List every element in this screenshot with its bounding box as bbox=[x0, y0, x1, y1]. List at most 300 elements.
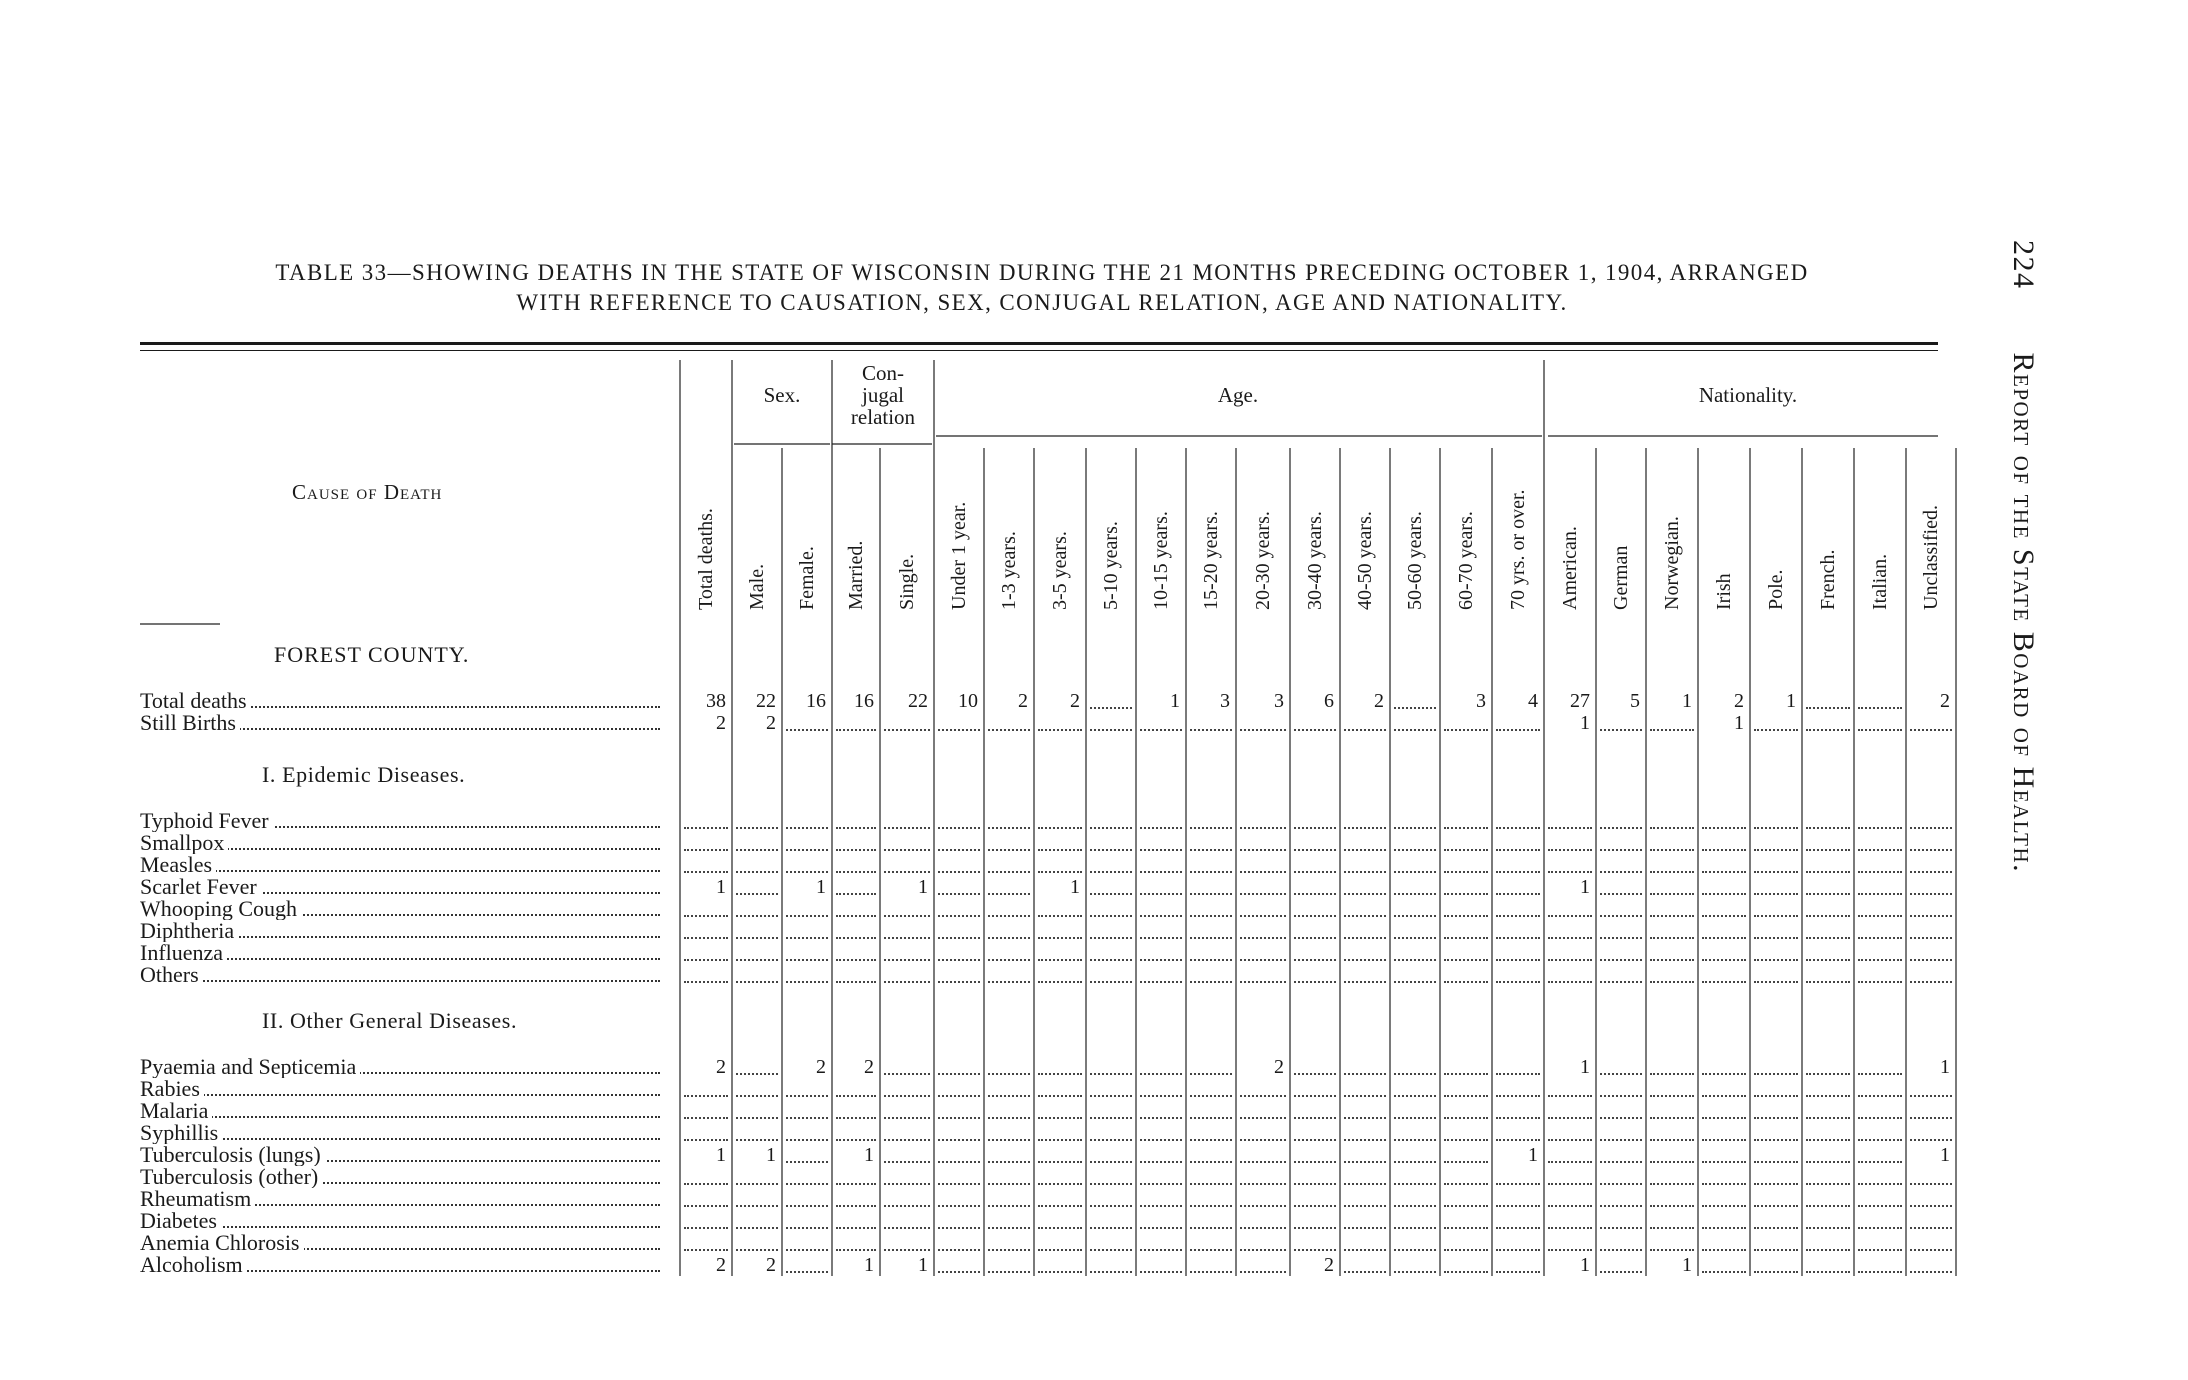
empty-cell-dots bbox=[1190, 827, 1232, 829]
empty-cell-dots bbox=[1548, 937, 1592, 939]
empty-cell-dots bbox=[938, 1249, 980, 1251]
empty-cell-dots bbox=[1090, 937, 1132, 939]
empty-cell-dots bbox=[1600, 1161, 1642, 1163]
empty-cell-dots bbox=[1702, 1183, 1746, 1185]
empty-cell-dots bbox=[786, 1117, 828, 1119]
empty-cell-dots bbox=[684, 1205, 728, 1207]
empty-cell-dots bbox=[1650, 893, 1694, 895]
empty-cell-dots bbox=[1496, 937, 1540, 939]
empty-cell-dots bbox=[1294, 981, 1336, 983]
empty-cell-dots bbox=[1038, 1227, 1082, 1229]
empty-cell-dots bbox=[1140, 937, 1182, 939]
empty-cell-dots bbox=[1240, 729, 1286, 731]
empty-cell-dots bbox=[1344, 937, 1386, 939]
empty-cell-dots bbox=[1600, 1183, 1642, 1185]
empty-cell-dots bbox=[988, 1205, 1030, 1207]
empty-cell-dots bbox=[1754, 1249, 1798, 1251]
empty-cell-dots bbox=[836, 1095, 876, 1097]
empty-cell-dots bbox=[884, 1161, 930, 1163]
table-cell: 2 bbox=[1070, 690, 1080, 712]
empty-cell-dots bbox=[1344, 1139, 1386, 1141]
empty-cell-dots bbox=[988, 937, 1030, 939]
empty-cell-dots bbox=[1294, 1183, 1336, 1185]
empty-cell-dots bbox=[786, 1183, 828, 1185]
empty-cell-dots bbox=[1344, 1205, 1386, 1207]
empty-cell-dots bbox=[1344, 1183, 1386, 1185]
table-cell: 6 bbox=[1324, 690, 1334, 712]
empty-cell-dots bbox=[1858, 937, 1902, 939]
empty-cell-dots bbox=[836, 1249, 876, 1251]
empty-cell-dots bbox=[1190, 893, 1232, 895]
cause-of-death-header: Cause of Death bbox=[292, 480, 443, 504]
empty-cell-dots bbox=[1600, 871, 1642, 873]
empty-cell-dots bbox=[1394, 1139, 1436, 1141]
table-title-line-1: TABLE 33—SHOWING DEATHS IN THE STATE OF WISCONSIN DURING THE 21 MONTHS PRECEDING OCTOBER 1, 1904, ARRANGED bbox=[275, 260, 1809, 285]
table-cell: 2 bbox=[1324, 1254, 1334, 1276]
empty-cell-dots bbox=[1190, 1183, 1232, 1185]
empty-cell-dots bbox=[736, 827, 778, 829]
empty-cell-dots bbox=[1806, 1183, 1850, 1185]
empty-cell-dots bbox=[1806, 827, 1850, 829]
column-header-7: 3-5 years. bbox=[1049, 531, 1071, 610]
empty-cell-dots bbox=[1294, 849, 1336, 851]
table-cell: 2 bbox=[1734, 690, 1744, 712]
empty-cell-dots bbox=[684, 959, 728, 961]
empty-cell-dots bbox=[1140, 1271, 1182, 1273]
empty-cell-dots bbox=[786, 1249, 828, 1251]
row-label-text: Still Births bbox=[140, 712, 240, 734]
empty-cell-dots bbox=[1140, 1073, 1182, 1075]
empty-cell-dots bbox=[938, 871, 980, 873]
empty-cell-dots bbox=[1702, 959, 1746, 961]
column-header-19: Norwegian. bbox=[1661, 516, 1683, 610]
empty-cell-dots bbox=[1806, 729, 1850, 731]
empty-cell-dots bbox=[1496, 849, 1540, 851]
empty-cell-dots bbox=[1294, 871, 1336, 873]
empty-cell-dots bbox=[1496, 729, 1540, 731]
empty-cell-dots bbox=[836, 827, 876, 829]
empty-cell-dots bbox=[1754, 1227, 1798, 1229]
empty-cell-dots bbox=[1496, 981, 1540, 983]
empty-cell-dots bbox=[1344, 729, 1386, 731]
empty-cell-dots bbox=[938, 1139, 980, 1141]
empty-cell-dots bbox=[1910, 981, 1952, 983]
empty-cell-dots bbox=[684, 1139, 728, 1141]
empty-cell-dots bbox=[1600, 1249, 1642, 1251]
empty-cell-dots bbox=[1140, 1139, 1182, 1141]
empty-cell-dots bbox=[1496, 1183, 1540, 1185]
empty-cell-dots bbox=[1090, 1205, 1132, 1207]
row-label-text: Smallpox bbox=[140, 832, 228, 854]
column-header-2: Female. bbox=[796, 546, 818, 610]
empty-cell-dots bbox=[1294, 1227, 1336, 1229]
empty-cell-dots bbox=[1600, 729, 1642, 731]
empty-cell-dots bbox=[1806, 937, 1850, 939]
empty-cell-dots bbox=[1754, 915, 1798, 917]
empty-cell-dots bbox=[1038, 937, 1082, 939]
empty-cell-dots bbox=[1344, 1227, 1386, 1229]
empty-cell-dots bbox=[1090, 1249, 1132, 1251]
empty-cell-dots bbox=[1294, 959, 1336, 961]
table-cell: 2 bbox=[716, 1056, 726, 1078]
empty-cell-dots bbox=[1394, 827, 1436, 829]
empty-cell-dots bbox=[1806, 871, 1850, 873]
empty-cell-dots bbox=[1754, 981, 1798, 983]
row-label bbox=[140, 1210, 660, 1232]
empty-cell-dots bbox=[736, 959, 778, 961]
empty-cell-dots bbox=[884, 1249, 930, 1251]
row-label bbox=[140, 964, 660, 986]
empty-cell-dots bbox=[1190, 1095, 1232, 1097]
empty-cell-dots bbox=[1548, 1139, 1592, 1141]
table-cell: 1 bbox=[1580, 876, 1590, 898]
nationality-group-header: Nationality. bbox=[1698, 383, 1798, 407]
empty-cell-dots bbox=[1394, 849, 1436, 851]
column-header-15: 60-70 years. bbox=[1455, 511, 1477, 610]
table-cell: 1 bbox=[864, 1144, 874, 1166]
empty-cell-dots bbox=[1344, 849, 1386, 851]
empty-cell-dots bbox=[786, 1139, 828, 1141]
empty-cell-dots bbox=[736, 893, 778, 895]
empty-cell-dots bbox=[1090, 871, 1132, 873]
empty-cell-dots bbox=[1394, 937, 1436, 939]
row-label-text: Whooping Cough bbox=[140, 898, 301, 920]
empty-cell-dots bbox=[1650, 1117, 1694, 1119]
column-header-16: 70 yrs. or over. bbox=[1507, 489, 1529, 610]
empty-cell-dots bbox=[1910, 1249, 1952, 1251]
empty-cell-dots bbox=[1190, 729, 1232, 731]
empty-cell-dots bbox=[988, 893, 1030, 895]
column-header-23: Italian. bbox=[1869, 553, 1891, 610]
empty-cell-dots bbox=[836, 1117, 876, 1119]
empty-cell-dots bbox=[736, 1073, 778, 1075]
empty-cell-dots bbox=[1140, 981, 1182, 983]
empty-cell-dots bbox=[1090, 1117, 1132, 1119]
conjugal-header-line-3: relation bbox=[850, 405, 916, 429]
empty-cell-dots bbox=[1240, 1161, 1286, 1163]
table-cell: 1 bbox=[1580, 712, 1590, 734]
empty-cell-dots bbox=[1140, 1183, 1182, 1185]
empty-cell-dots bbox=[1394, 707, 1436, 709]
leader-dots bbox=[140, 1094, 660, 1096]
empty-cell-dots bbox=[1444, 893, 1488, 895]
empty-cell-dots bbox=[1038, 1139, 1082, 1141]
empty-cell-dots bbox=[1650, 849, 1694, 851]
empty-cell-dots bbox=[1496, 1205, 1540, 1207]
empty-cell-dots bbox=[1496, 1227, 1540, 1229]
empty-cell-dots bbox=[938, 959, 980, 961]
empty-cell-dots bbox=[786, 959, 828, 961]
empty-cell-dots bbox=[1394, 893, 1436, 895]
empty-cell-dots bbox=[988, 1227, 1030, 1229]
empty-cell-dots bbox=[884, 729, 930, 731]
column-header-10: 15-20 years. bbox=[1200, 511, 1222, 610]
empty-cell-dots bbox=[1294, 915, 1336, 917]
age-group-header: Age. bbox=[1217, 383, 1259, 407]
empty-cell-dots bbox=[1754, 1183, 1798, 1185]
empty-cell-dots bbox=[884, 871, 930, 873]
table-cell: 1 bbox=[1580, 1056, 1590, 1078]
empty-cell-dots bbox=[884, 1205, 930, 1207]
table-cell: 1 bbox=[766, 1144, 776, 1166]
empty-cell-dots bbox=[1548, 1205, 1592, 1207]
empty-cell-dots bbox=[1240, 849, 1286, 851]
empty-cell-dots bbox=[1548, 1227, 1592, 1229]
empty-cell-dots bbox=[1190, 849, 1232, 851]
empty-cell-dots bbox=[1444, 1117, 1488, 1119]
row-label bbox=[140, 854, 660, 876]
row-label-text: Malaria bbox=[140, 1100, 212, 1122]
empty-cell-dots bbox=[1038, 1095, 1082, 1097]
empty-cell-dots bbox=[1190, 1161, 1232, 1163]
empty-cell-dots bbox=[786, 981, 828, 983]
empty-cell-dots bbox=[1910, 1139, 1952, 1141]
empty-cell-dots bbox=[1240, 1249, 1286, 1251]
page-number: 224 bbox=[2007, 240, 2040, 290]
empty-cell-dots bbox=[884, 1117, 930, 1119]
empty-cell-dots bbox=[938, 1073, 980, 1075]
empty-cell-dots bbox=[836, 915, 876, 917]
empty-cell-dots bbox=[1858, 729, 1902, 731]
empty-cell-dots bbox=[1038, 1117, 1082, 1119]
empty-cell-dots bbox=[1140, 729, 1182, 731]
empty-cell-dots bbox=[1702, 915, 1746, 917]
empty-cell-dots bbox=[988, 871, 1030, 873]
empty-cell-dots bbox=[1394, 1161, 1436, 1163]
empty-cell-dots bbox=[1600, 1139, 1642, 1141]
empty-cell-dots bbox=[1240, 1271, 1286, 1273]
empty-cell-dots bbox=[1090, 981, 1132, 983]
empty-cell-dots bbox=[988, 981, 1030, 983]
empty-cell-dots bbox=[1240, 981, 1286, 983]
table-cell: 1 bbox=[918, 876, 928, 898]
empty-cell-dots bbox=[1394, 1271, 1436, 1273]
empty-cell-dots bbox=[1090, 1073, 1132, 1075]
empty-cell-dots bbox=[736, 871, 778, 873]
empty-cell-dots bbox=[1600, 915, 1642, 917]
empty-cell-dots bbox=[1702, 1095, 1746, 1097]
empty-cell-dots bbox=[1496, 915, 1540, 917]
table-cell: 10 bbox=[958, 690, 978, 712]
empty-cell-dots bbox=[836, 871, 876, 873]
empty-cell-dots bbox=[736, 937, 778, 939]
empty-cell-dots bbox=[884, 937, 930, 939]
empty-cell-dots bbox=[736, 915, 778, 917]
empty-cell-dots bbox=[884, 827, 930, 829]
empty-cell-dots bbox=[1444, 1271, 1488, 1273]
table-cell: 2 bbox=[716, 712, 726, 734]
empty-cell-dots bbox=[1090, 893, 1132, 895]
empty-cell-dots bbox=[1038, 1205, 1082, 1207]
empty-cell-dots bbox=[1496, 959, 1540, 961]
empty-cell-dots bbox=[1910, 959, 1952, 961]
empty-cell-dots bbox=[1444, 981, 1488, 983]
empty-cell-dots bbox=[1650, 1139, 1694, 1141]
empty-cell-dots bbox=[1910, 1095, 1952, 1097]
table-cell: 1 bbox=[716, 1144, 726, 1166]
empty-cell-dots bbox=[1858, 707, 1902, 709]
empty-cell-dots bbox=[1444, 1095, 1488, 1097]
empty-cell-dots bbox=[1806, 1161, 1850, 1163]
empty-cell-dots bbox=[1444, 871, 1488, 873]
empty-cell-dots bbox=[684, 1249, 728, 1251]
empty-cell-dots bbox=[1496, 1139, 1540, 1141]
row-label-text: Tuberculosis (other) bbox=[140, 1166, 322, 1188]
column-header-4: Single. bbox=[896, 553, 918, 610]
empty-cell-dots bbox=[1344, 959, 1386, 961]
row-label bbox=[140, 1188, 660, 1210]
empty-cell-dots bbox=[1858, 827, 1902, 829]
empty-cell-dots bbox=[1038, 1271, 1082, 1273]
empty-cell-dots bbox=[1294, 1205, 1336, 1207]
empty-cell-dots bbox=[1910, 915, 1952, 917]
empty-cell-dots bbox=[1806, 1249, 1850, 1251]
empty-cell-dots bbox=[1600, 1271, 1642, 1273]
empty-cell-dots bbox=[1600, 1205, 1642, 1207]
empty-cell-dots bbox=[884, 981, 930, 983]
empty-cell-dots bbox=[1038, 959, 1082, 961]
table-cell: 1 bbox=[1940, 1056, 1950, 1078]
row-label-text: Others bbox=[140, 964, 203, 986]
empty-cell-dots bbox=[1858, 1095, 1902, 1097]
column-header-14: 50-60 years. bbox=[1404, 511, 1426, 610]
empty-cell-dots bbox=[1140, 1249, 1182, 1251]
empty-cell-dots bbox=[1394, 871, 1436, 873]
conjugal-header-line-1: Con- bbox=[862, 361, 904, 385]
empty-cell-dots bbox=[684, 1183, 728, 1185]
empty-cell-dots bbox=[736, 849, 778, 851]
empty-cell-dots bbox=[1858, 1249, 1902, 1251]
table-cell: 1 bbox=[1580, 1254, 1590, 1276]
empty-cell-dots bbox=[836, 937, 876, 939]
table-cell: 2 bbox=[1940, 690, 1950, 712]
empty-cell-dots bbox=[1702, 1205, 1746, 1207]
empty-cell-dots bbox=[1090, 1271, 1132, 1273]
empty-cell-dots bbox=[1806, 1095, 1850, 1097]
empty-cell-dots bbox=[1190, 1117, 1232, 1119]
row-label-text: Diabetes bbox=[140, 1210, 221, 1232]
table-cell: 1 bbox=[816, 876, 826, 898]
empty-cell-dots bbox=[1702, 871, 1746, 873]
empty-cell-dots bbox=[1496, 1117, 1540, 1119]
leader-dots bbox=[140, 1116, 660, 1118]
empty-cell-dots bbox=[684, 915, 728, 917]
empty-cell-dots bbox=[1140, 849, 1182, 851]
empty-cell-dots bbox=[1496, 1073, 1540, 1075]
empty-cell-dots bbox=[1858, 1139, 1902, 1141]
empty-cell-dots bbox=[1190, 981, 1232, 983]
empty-cell-dots bbox=[1496, 827, 1540, 829]
empty-cell-dots bbox=[1344, 1073, 1386, 1075]
section-epidemic-diseases: I. Epidemic Diseases. bbox=[262, 762, 466, 787]
empty-cell-dots bbox=[1754, 937, 1798, 939]
table-cell: 2 bbox=[1274, 1056, 1284, 1078]
empty-cell-dots bbox=[1190, 1271, 1232, 1273]
column-header-22: French. bbox=[1817, 549, 1839, 610]
empty-cell-dots bbox=[1140, 893, 1182, 895]
empty-cell-dots bbox=[1394, 1227, 1436, 1229]
row-label-text: Measles bbox=[140, 854, 216, 876]
empty-cell-dots bbox=[786, 1227, 828, 1229]
row-label-text: Rabies bbox=[140, 1078, 204, 1100]
column-header-17: American. bbox=[1559, 526, 1581, 610]
empty-cell-dots bbox=[1910, 1271, 1952, 1273]
empty-cell-dots bbox=[1240, 937, 1286, 939]
empty-cell-dots bbox=[1702, 1117, 1746, 1119]
row-label-text: Syphillis bbox=[140, 1122, 222, 1144]
empty-cell-dots bbox=[1294, 1117, 1336, 1119]
empty-cell-dots bbox=[1444, 1249, 1488, 1251]
empty-cell-dots bbox=[1140, 915, 1182, 917]
empty-cell-dots bbox=[836, 981, 876, 983]
column-header-21: Pole. bbox=[1765, 569, 1787, 610]
empty-cell-dots bbox=[1754, 1117, 1798, 1119]
empty-cell-dots bbox=[988, 1249, 1030, 1251]
empty-cell-dots bbox=[684, 1095, 728, 1097]
empty-cell-dots bbox=[1344, 1117, 1386, 1119]
empty-cell-dots bbox=[938, 1227, 980, 1229]
empty-cell-dots bbox=[938, 1095, 980, 1097]
empty-cell-dots bbox=[736, 1183, 778, 1185]
table-cell: 3 bbox=[1476, 690, 1486, 712]
empty-cell-dots bbox=[1038, 1161, 1082, 1163]
empty-cell-dots bbox=[1190, 915, 1232, 917]
table-cell: 1 bbox=[1528, 1144, 1538, 1166]
empty-cell-dots bbox=[684, 827, 728, 829]
empty-cell-dots bbox=[1496, 1249, 1540, 1251]
empty-cell-dots bbox=[1650, 1205, 1694, 1207]
empty-cell-dots bbox=[1240, 915, 1286, 917]
empty-cell-dots bbox=[884, 959, 930, 961]
empty-cell-dots bbox=[786, 1095, 828, 1097]
row-label bbox=[140, 1056, 660, 1078]
empty-cell-dots bbox=[1548, 827, 1592, 829]
empty-cell-dots bbox=[1650, 1161, 1694, 1163]
empty-cell-dots bbox=[1294, 1073, 1336, 1075]
empty-cell-dots bbox=[786, 937, 828, 939]
empty-cell-dots bbox=[684, 1117, 728, 1119]
empty-cell-dots bbox=[1344, 893, 1386, 895]
empty-cell-dots bbox=[884, 1227, 930, 1229]
empty-cell-dots bbox=[1858, 1271, 1902, 1273]
table-cell: 22 bbox=[908, 690, 928, 712]
empty-cell-dots bbox=[1496, 1095, 1540, 1097]
empty-cell-dots bbox=[988, 1161, 1030, 1163]
empty-cell-dots bbox=[1910, 1117, 1952, 1119]
empty-cell-dots bbox=[988, 1117, 1030, 1119]
row-label bbox=[140, 876, 660, 898]
empty-cell-dots bbox=[736, 981, 778, 983]
empty-cell-dots bbox=[988, 1095, 1030, 1097]
row-label-text: Anemia Chlorosis bbox=[140, 1232, 304, 1254]
empty-cell-dots bbox=[736, 1139, 778, 1141]
empty-cell-dots bbox=[988, 915, 1030, 917]
column-header-12: 30-40 years. bbox=[1304, 511, 1326, 610]
row-label-text: Rheumatism bbox=[140, 1188, 255, 1210]
empty-cell-dots bbox=[1702, 937, 1746, 939]
table-cell: 2 bbox=[766, 712, 776, 734]
empty-cell-dots bbox=[1444, 849, 1488, 851]
row-label-text: Total deaths bbox=[140, 690, 251, 712]
empty-cell-dots bbox=[1090, 915, 1132, 917]
empty-cell-dots bbox=[884, 1095, 930, 1097]
empty-cell-dots bbox=[1394, 959, 1436, 961]
empty-cell-dots bbox=[1858, 893, 1902, 895]
empty-cell-dots bbox=[1702, 981, 1746, 983]
empty-cell-dots bbox=[1140, 1161, 1182, 1163]
row-label bbox=[140, 1144, 660, 1166]
empty-cell-dots bbox=[1858, 959, 1902, 961]
